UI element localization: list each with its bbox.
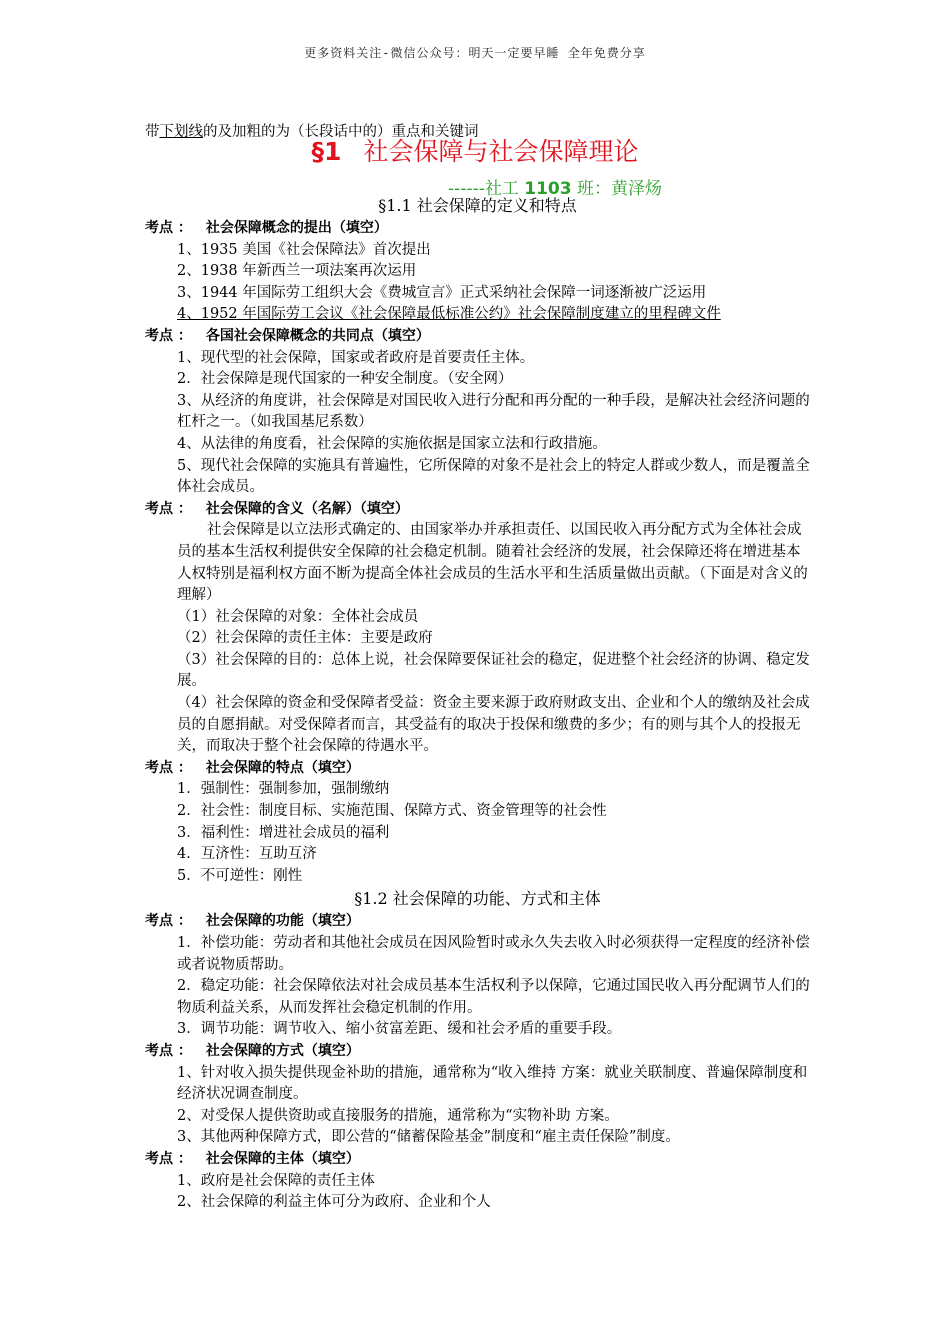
list-item: 2、1938 年新西兰一项法案再次运用 — [177, 263, 417, 280]
list-item: 2．社会性：制度目标、实施范围、保障方式、资金管理等的社会性 — [177, 803, 607, 820]
list-item: 1．强制性：强制参加，强制缴纳 — [177, 781, 390, 798]
list-item: 2．稳定功能：社会保障依法对社会成员基本生活权利予以保障，它通过国民收入再分配调节人们的物质利益关系，从而发挥社会稳定机制的作用。 — [177, 978, 810, 1016]
kaodian-title: 社会保障概念的提出（填空） — [205, 220, 388, 236]
intro-underline-word: 下划线 — [159, 124, 203, 140]
intro-pre: 带 — [145, 124, 160, 140]
kaodian-label: 考点 ： — [145, 759, 192, 776]
kaodian-label: 考点 ： — [145, 327, 192, 344]
kaodian-title: 社会保障的功能（填空） — [205, 913, 360, 930]
list-item: （2）社会保障的责任主体：主要是政府 — [177, 630, 433, 647]
author-class: 1103 — [524, 179, 572, 199]
section-heading-1-2: §1.2 社会保障的功能、方式和主体 — [354, 889, 601, 909]
document-body — [145, 194, 810, 1214]
kaodian-label: 考点 ： — [145, 1042, 192, 1059]
list-item: 1、1935 美国《社会保障法》首次提出 — [177, 241, 431, 258]
list-item: 3、其他两种保障方式，即公营的“储蓄保险基金”制度和“雇主责任保险”制度。 — [177, 1129, 680, 1146]
kaodian-heading — [145, 218, 810, 240]
list-item: 2．社会保障是现代国家的一种安全制度。（安全网） — [177, 371, 513, 388]
chapter-number: §1 — [311, 137, 342, 166]
list-item: 4、从法律的角度看，社会保障的实施依据是国家立法和行政措施。 — [177, 435, 607, 452]
list-item: 3．福利性：增进社会成员的福利 — [177, 824, 390, 841]
kaodian-title: 社会保障的含义（名解）（填空） — [205, 500, 409, 517]
list-item: 3、1944 年国际劳工组织大会《费城宣言》正式采纳社会保障一词逐渐被广泛运用 — [177, 284, 707, 301]
section-heading-1-1: §1.1 社会保障的定义和特点 — [378, 196, 577, 215]
kaodian-heading — [145, 758, 810, 780]
kaodian-heading — [145, 499, 810, 521]
kaodian-title: 社会保障的主体（填空） — [205, 1150, 360, 1167]
kaodian-title: 社会保障的方式（填空） — [205, 1042, 360, 1059]
chapter-title — [0, 132, 950, 168]
list-item: （4）社会保障的资金和受保障者受益：资金主要来源于政府财政支出、企业和个人的缴纳及社会成员的自愿捐献。对受保障者而言，其受益有的取决于投保和缴费的多少；有的则与其个人的投报无关，而取决于整个社会保障的待遇水平。 — [177, 695, 810, 755]
list-item: 3、从经济的角度讲，社会保障是对国民收入进行分配和再分配的一种手段，是解决社会经济问题的杠杆之一。（如我国基尼系数） — [177, 392, 810, 431]
kaodian-title: 各国社会保障概念的共同点（填空） — [205, 327, 430, 344]
list-item: 1、政府是社会保障的责任主体 — [177, 1172, 375, 1189]
list-item: 2、对受保人提供资助或直接服务的措施，通常称为“实物补助 方案。 — [177, 1107, 619, 1124]
list-item: 5．不可逆性：刚性 — [177, 867, 303, 884]
kaodian-label: 考点 ： — [145, 1150, 192, 1167]
list-item: 3．调节功能：调节收入、缩小贫富差距、缓和社会矛盾的重要手段。 — [177, 1021, 622, 1038]
kaodian-label: 考点 ： — [145, 913, 192, 930]
intro-post: 的及加粗的为（长段话中的）重点和关键词 — [203, 124, 479, 140]
author-rest: 班：黄泽炀 — [571, 179, 662, 199]
author-dash: ------社工 — [448, 179, 525, 199]
list-item: 5、现代社会保障的实施具有普遍性，它所保障的对象不是社会上的特定人群或少数人，而是覆盖全体社会成员。 — [177, 457, 810, 496]
kaodian-heading — [145, 326, 810, 348]
kaodian-label: 考点 ： — [145, 500, 192, 517]
list-item: 1．补偿功能：劳动者和其他社会成员在因风险暂时或永久失去收入时必须获得一定程度的经济补偿或者说物质帮助。 — [177, 935, 810, 973]
header-note: 更多资料关注-微信公众号：明天一定要早睡 全年免费分享 — [304, 46, 646, 60]
list-item: 1、现代型的社会保障，国家或者政府是首要责任主体。 — [177, 349, 535, 366]
list-item: （3）社会保障的目的：总体上说，社会保障要保证社会的稳定，促进整个社会经济的协调、稳定发展。 — [177, 651, 810, 690]
list-item: 4．互济性：互助互济 — [177, 846, 317, 863]
list-item: （1）社会保障的对象：全体社会成员 — [177, 608, 419, 625]
kaodian-heading — [145, 1041, 810, 1063]
kaodian-heading — [145, 1149, 810, 1171]
kaodian-title: 社会保障的特点（填空） — [205, 759, 360, 776]
list-item: 4、1952 年国际劳工会议《社会保障最低标准公约》社会保障制度建立的里程碑文件 — [177, 306, 721, 323]
definition-paragraph: 社会保障是以立法形式确定的、由国家举办并承担责任、以国民收入再分配方式为全体社会成员的基本生活权利提供安全保障的社会稳定机制。随着社会经济的发展，社会保障还将在增进基本人权特别是福利权方面不断为提高全体社会成员的生活水平和生活质量做出贡献。（下面是对含义的理解） — [177, 522, 808, 604]
kaodian-heading — [145, 911, 810, 933]
list-item: 1、针对收入损失提供现金补助的措施，通常称为“收入维持 方案：就业关联制度、普遍保障制度和经济状况调查制度。 — [177, 1064, 808, 1103]
chapter-title-text: 社会保障与社会保障理论 — [363, 137, 639, 166]
kaodian-label: 考点 ： — [145, 220, 192, 236]
list-item: 2、社会保障的利益主体可分为政府、企业和个人 — [177, 1194, 491, 1211]
